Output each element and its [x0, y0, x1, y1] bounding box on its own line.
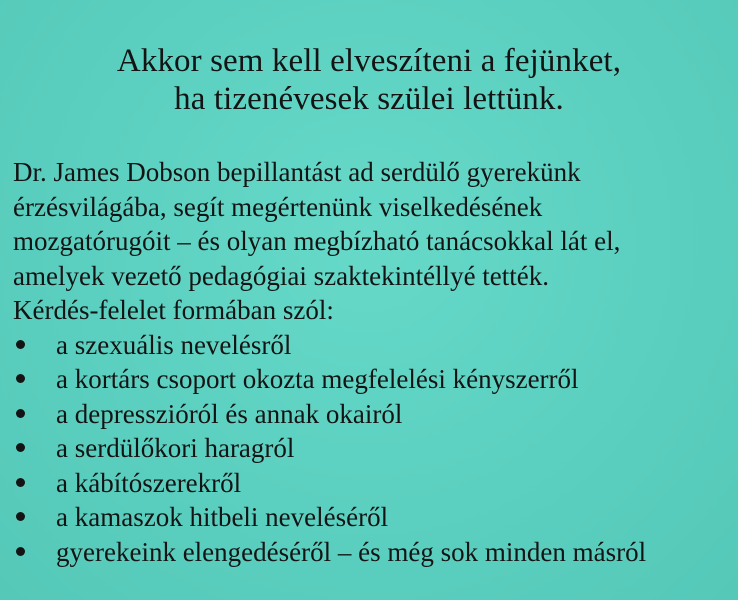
list-item [13, 466, 738, 501]
description-line: Dr. James Dobson bepillantást ad serdülő gyerekünk [13, 157, 581, 187]
list-item [13, 328, 738, 363]
bullet-icon [16, 409, 25, 418]
description [13, 155, 738, 569]
description-line: mozgatórugóit – és olyan megbízható tanácsokkal lát el, [13, 226, 621, 256]
list-item [13, 500, 738, 535]
description-line: érzésvilágába, segít megértenünk viselkedésének [13, 191, 543, 222]
bullet-icon [16, 478, 25, 487]
bullet-icon [16, 547, 25, 556]
list-item-text: a depresszióról és annak okairól [56, 398, 403, 429]
bullet-icon [16, 443, 25, 452]
headline [0, 42, 738, 118]
headline-line-2: ha tizenévesek szülei lettünk. [174, 81, 564, 117]
list-item-text: a kábítószerekről [56, 467, 242, 498]
list-item-text: a serdülőkori haragról [56, 433, 295, 463]
headline-line-1: Akkor sem kell elveszíteni a fejünket, [116, 43, 622, 79]
topic-list [13, 328, 738, 570]
list-item [13, 535, 738, 570]
bullet-icon [16, 340, 25, 349]
description-line: amelyek vezető pedagógiai szaktekintéllyé tették. [13, 260, 550, 291]
description-line: Kérdés-felelet formában szól: [13, 295, 334, 325]
list-item-text: a szexuális nevelésről [56, 329, 292, 360]
list-item [13, 431, 738, 466]
list-item-text: a kamaszok hitbeli neveléséről [56, 502, 389, 532]
list-item-text: gyerekeink elengedéséről – és még sok minden másról [56, 536, 647, 567]
bullet-icon [16, 512, 25, 521]
list-item [13, 397, 738, 432]
list-item-text: a kortárs csoport okozta megfelelési kényszerről [56, 364, 579, 394]
bullet-icon [16, 374, 25, 383]
list-item [13, 362, 738, 397]
